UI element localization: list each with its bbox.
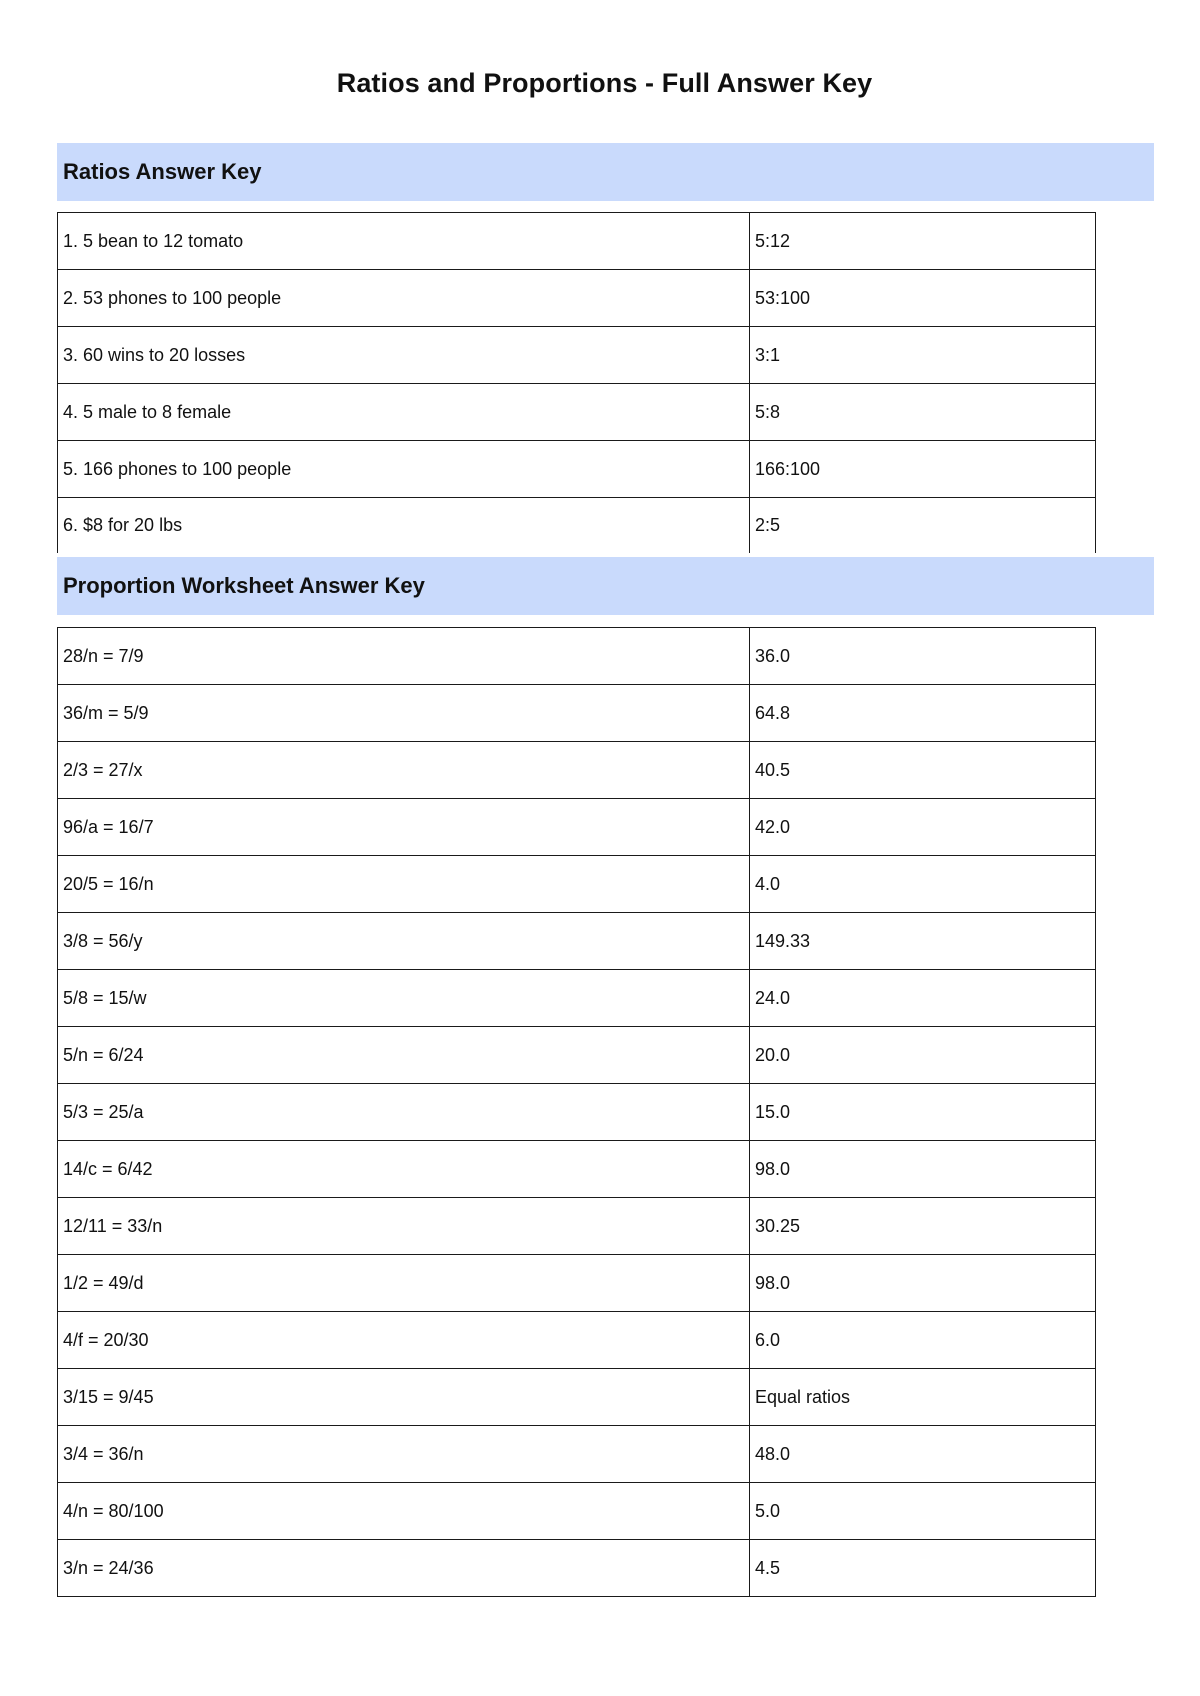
- question-cell: 5/n = 6/24: [58, 1027, 750, 1084]
- question-cell: 5/8 = 15/w: [58, 970, 750, 1027]
- answer-cell: 20.0: [750, 1027, 1096, 1084]
- answer-cell: Equal ratios: [750, 1369, 1096, 1426]
- table-row: [58, 498, 1096, 553]
- answer-cell: 149.33: [750, 913, 1096, 970]
- table-row: [58, 270, 1096, 327]
- answer-cell: 98.0: [750, 1255, 1096, 1312]
- answer-cell: 48.0: [750, 1426, 1096, 1483]
- question-cell: 3/8 = 56/y: [58, 913, 750, 970]
- answer-cell: 40.5: [750, 742, 1096, 799]
- answer-cell: 98.0: [750, 1141, 1096, 1198]
- question-cell: 14/c = 6/42: [58, 1141, 750, 1198]
- answer-cell: 5:12: [750, 213, 1096, 270]
- answer-cell: 30.25: [750, 1198, 1096, 1255]
- answer-cell: 2:5: [750, 498, 1096, 553]
- proportion-section-header: Proportion Worksheet Answer Key: [57, 557, 1154, 615]
- answer-cell: 15.0: [750, 1084, 1096, 1141]
- table-row: [58, 1426, 1096, 1483]
- answer-cell: 4.5: [750, 1540, 1096, 1597]
- answer-cell: 64.8: [750, 685, 1096, 742]
- question-cell: 96/a = 16/7: [58, 799, 750, 856]
- table-row: [58, 384, 1096, 441]
- question-cell: 2. 53 phones to 100 people: [58, 270, 750, 327]
- question-cell: 6. $8 for 20 lbs: [58, 498, 750, 553]
- question-cell: 3/4 = 36/n: [58, 1426, 750, 1483]
- question-cell: 5/3 = 25/a: [58, 1084, 750, 1141]
- question-cell: 20/5 = 16/n: [58, 856, 750, 913]
- table-row: [58, 1483, 1096, 1540]
- table-row: [58, 1027, 1096, 1084]
- table-row: [58, 1084, 1096, 1141]
- question-cell: 3/n = 24/36: [58, 1540, 750, 1597]
- table-row: [58, 1141, 1096, 1198]
- table-row: [58, 1255, 1096, 1312]
- question-cell: 12/11 = 33/n: [58, 1198, 750, 1255]
- table-row: [58, 970, 1096, 1027]
- question-cell: 5. 166 phones to 100 people: [58, 441, 750, 498]
- question-cell: 3. 60 wins to 20 losses: [58, 327, 750, 384]
- table-row: [58, 742, 1096, 799]
- table-row: [58, 856, 1096, 913]
- table-row: [58, 799, 1096, 856]
- question-cell: 2/3 = 27/x: [58, 742, 750, 799]
- answer-cell: 166:100: [750, 441, 1096, 498]
- answer-cell: 5.0: [750, 1483, 1096, 1540]
- question-cell: 36/m = 5/9: [58, 685, 750, 742]
- question-cell: 1/2 = 49/d: [58, 1255, 750, 1312]
- answer-cell: 36.0: [750, 628, 1096, 685]
- ratios-answer-table: [57, 212, 1096, 553]
- answer-cell: 3:1: [750, 327, 1096, 384]
- table-row: [58, 1369, 1096, 1426]
- question-cell: 4/f = 20/30: [58, 1312, 750, 1369]
- answer-cell: 42.0: [750, 799, 1096, 856]
- page-title: Ratios and Proportions - Full Answer Key: [336, 68, 873, 98]
- question-cell: 4/n = 80/100: [58, 1483, 750, 1540]
- table-row: [58, 1198, 1096, 1255]
- question-cell: 28/n = 7/9: [58, 628, 750, 685]
- ratios-section-header: Ratios Answer Key: [57, 143, 1154, 201]
- question-cell: 4. 5 male to 8 female: [58, 384, 750, 441]
- question-cell: 1. 5 bean to 12 tomato: [58, 213, 750, 270]
- table-row: [58, 628, 1096, 685]
- answer-cell: 5:8: [750, 384, 1096, 441]
- table-row: [58, 1540, 1096, 1597]
- question-cell: 3/15 = 9/45: [58, 1369, 750, 1426]
- table-row: [58, 913, 1096, 970]
- table-row: [58, 327, 1096, 384]
- proportion-answer-table: [57, 627, 1096, 1597]
- answer-cell: 6.0: [750, 1312, 1096, 1369]
- answer-cell: 53:100: [750, 270, 1096, 327]
- table-row: [58, 213, 1096, 270]
- table-row: [58, 1312, 1096, 1369]
- table-row: [58, 441, 1096, 498]
- answer-cell: 24.0: [750, 970, 1096, 1027]
- answer-cell: 4.0: [750, 856, 1096, 913]
- table-row: [58, 685, 1096, 742]
